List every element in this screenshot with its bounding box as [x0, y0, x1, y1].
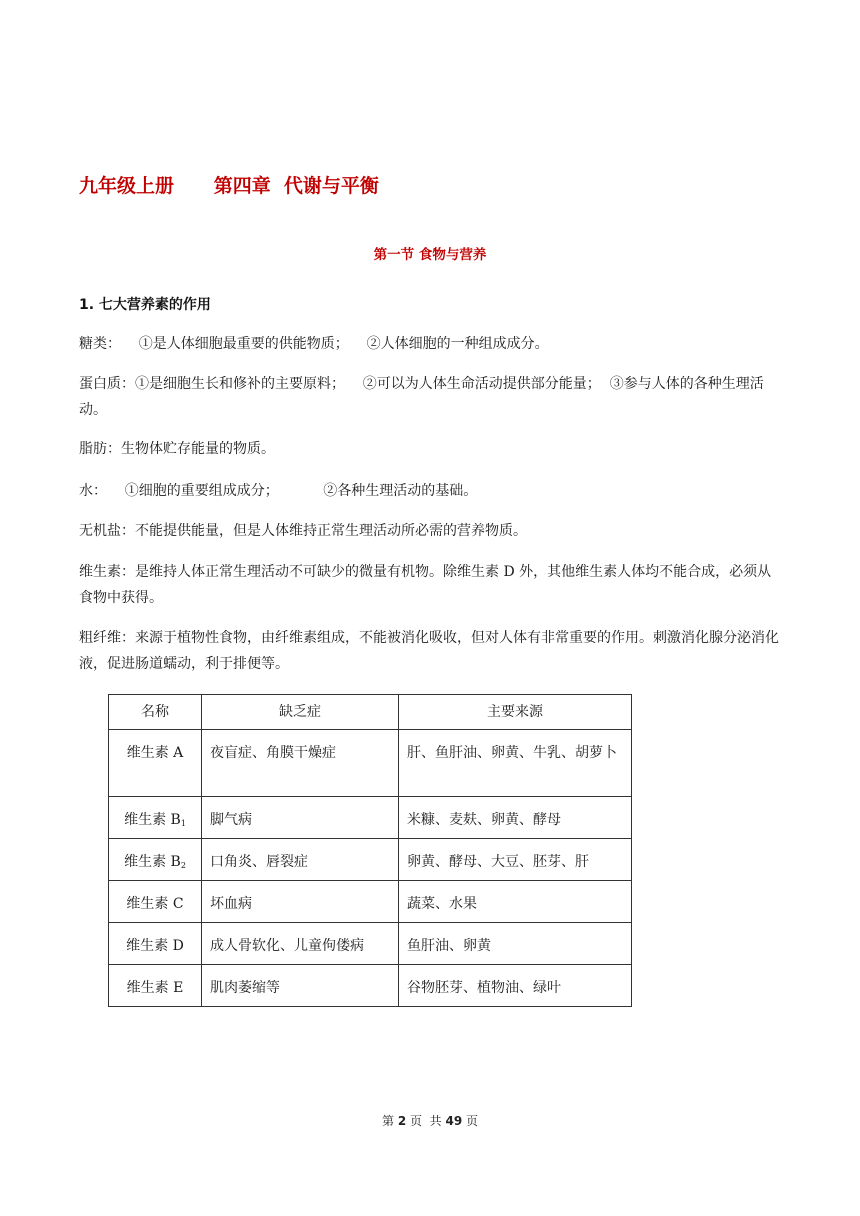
- table-header-row: [109, 695, 632, 730]
- vitamin-name-cell: [109, 797, 202, 839]
- vitamin-name-cell: [109, 730, 202, 797]
- header-cell-source: 主要来源: [399, 695, 632, 730]
- footer-prefix: 第: [381, 1114, 394, 1128]
- source-cell: 卵黄、酵母、大豆、胚芽、肝: [399, 839, 632, 881]
- section-title: 第一节 食物与营养: [373, 247, 487, 263]
- paragraph-carbohydrate: 糖类： ①是人体细胞最重要的供能物质； ②人体细胞的一种组成成分。: [79, 336, 549, 352]
- vitamin-name: 维生素 B: [124, 854, 181, 870]
- source-cell: 鱼肝油、卵黄: [399, 923, 632, 965]
- deficiency-cell: 肌肉萎缩等: [202, 965, 399, 1007]
- footer-suffix: 页: [466, 1114, 479, 1128]
- vitamin-name: 维生素 A: [126, 745, 184, 761]
- deficiency-cell: 成人骨软化、儿童佝偻病: [202, 923, 399, 965]
- footer-middle: 页 共: [410, 1114, 442, 1128]
- vitamin-name: 维生素 D: [126, 938, 184, 954]
- paragraph-fat: 脂肪：生物体贮存能量的物质。: [79, 441, 275, 457]
- total-page-count: 49: [445, 1114, 463, 1128]
- table-row: [109, 797, 632, 839]
- table-row: [109, 923, 632, 965]
- header-cell-name: 名称: [109, 695, 202, 730]
- table-row: [109, 881, 632, 923]
- vitamin-name-cell: [109, 881, 202, 923]
- header-cell-deficiency: 缺乏症: [202, 695, 399, 730]
- paragraph-water: 水： ①细胞的重要组成成分； ②各种生理活动的基础。: [79, 483, 478, 499]
- source-cell: 米糠、麦麸、卵黄、酵母: [399, 797, 632, 839]
- paragraph-minerals: 无机盐：不能提供能量，但是人体维持正常生理活动所必需的营养物质。: [79, 523, 527, 539]
- vitamin-name-cell: [109, 965, 202, 1007]
- source-cell: 肝、鱼肝油、卵黄、牛乳、胡萝卜: [399, 730, 632, 797]
- table-row: [109, 839, 632, 881]
- source-cell: 谷物胚芽、植物油、绿叶: [399, 965, 632, 1007]
- paragraph-vitamins: 维生素：是维持人体正常生理活动不可缺少的微量有机物。除维生素 D 外，其他维生素人体均不能合成，必须从食物中获得。: [79, 564, 772, 606]
- paragraph-protein: 蛋白质：①是细胞生长和修补的主要原料； ②可以为人体生命活动提供部分能量； ③参与人体的各种生理活动。: [79, 376, 764, 418]
- deficiency-cell: 夜盲症、角膜干燥症: [202, 730, 399, 797]
- page-footer: [0, 1112, 860, 1129]
- deficiency-cell: 脚气病: [202, 797, 399, 839]
- table-row: [109, 965, 632, 1007]
- vitamin-name-cell: [109, 923, 202, 965]
- vitamin-subscript: 1: [180, 819, 186, 828]
- table-row: [109, 730, 632, 797]
- chapter-title: 九年级上册 第四章 代谢与平衡: [79, 175, 379, 197]
- current-page-number: 2: [397, 1114, 407, 1128]
- subsection-heading: 1. 七大营养素的作用: [79, 297, 211, 313]
- deficiency-cell: 口角炎、唇裂症: [202, 839, 399, 881]
- deficiency-cell: 坏血病: [202, 881, 399, 923]
- vitamin-table: [108, 694, 632, 1007]
- paragraph-fiber: 粗纤维：来源于植物性食物，由纤维素组成，不能被消化吸收，但对人体有非常重要的作用。刺激消化腺分泌消化液，促进肠道蠕动，利于排便等。: [79, 630, 779, 672]
- vitamin-subscript: 2: [180, 861, 186, 870]
- vitamin-name: 维生素 C: [126, 896, 184, 912]
- vitamin-name-cell: [109, 839, 202, 881]
- vitamin-name: 维生素 E: [126, 980, 184, 996]
- vitamin-name: 维生素 B: [124, 812, 181, 828]
- source-cell: 蔬菜、水果: [399, 881, 632, 923]
